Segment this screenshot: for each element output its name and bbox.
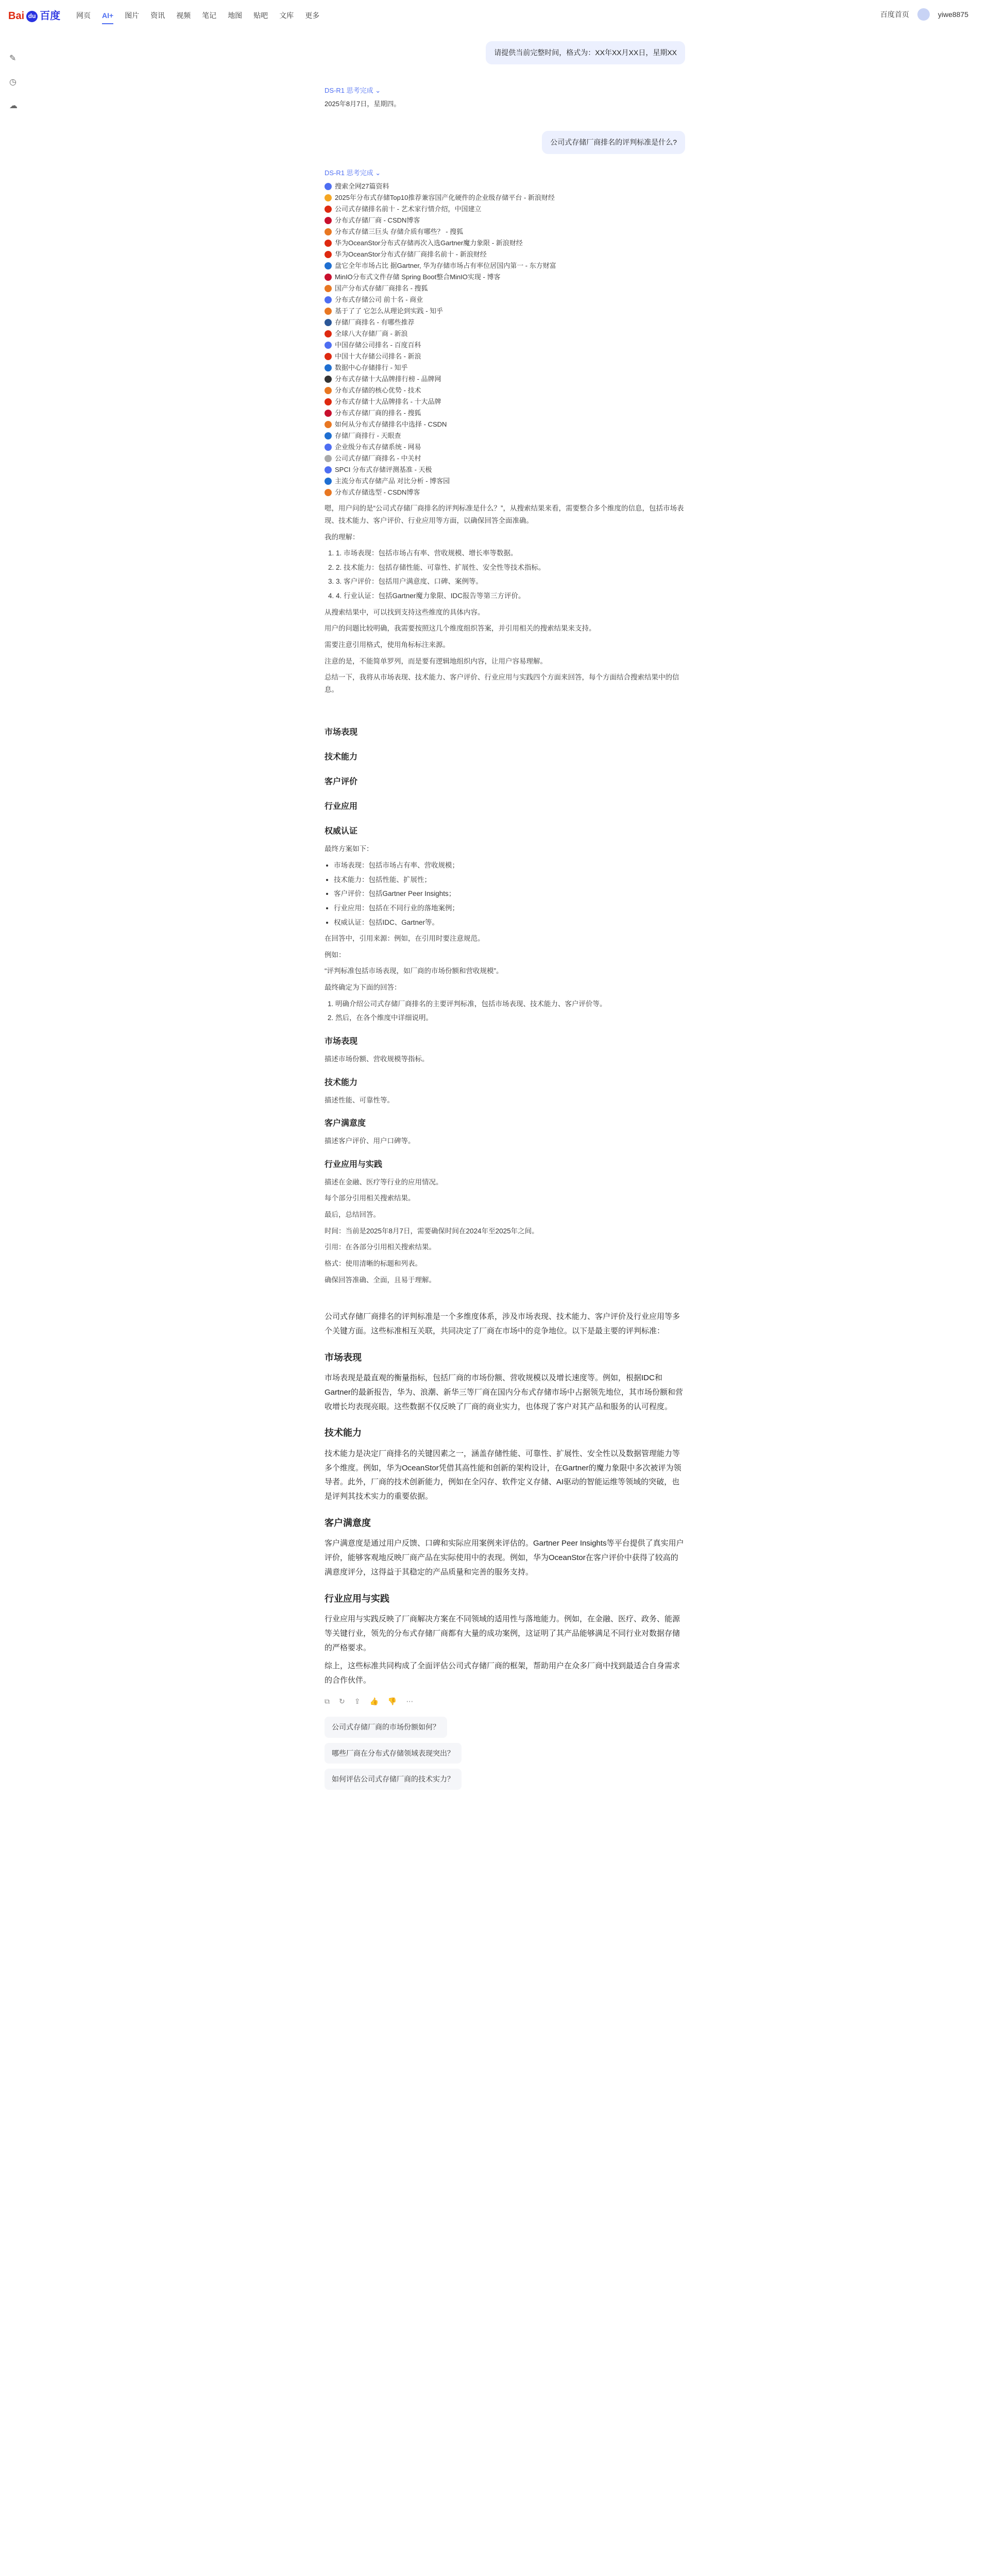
source-icon — [325, 421, 332, 428]
source-icon — [325, 478, 332, 485]
share-icon[interactable]: ⇪ — [354, 1697, 361, 1705]
source-icon — [325, 296, 332, 303]
draft-heading: 客户评价 — [325, 777, 358, 787]
source-icon — [325, 194, 332, 201]
source-item[interactable]: 公司式存储排名前十 - 艺术家行情介绍，中国建立 — [325, 204, 685, 215]
source-icon — [325, 240, 332, 247]
outline-text: 描述市场份额、营收规模等指标。 — [325, 1055, 429, 1063]
source-item[interactable]: 公司式存储厂商排名 - 中关村 — [325, 453, 685, 464]
source-icon — [325, 342, 332, 349]
source-item[interactable]: 中国存储公司排名 - 百度百科 — [325, 340, 685, 351]
outline-tail: 每个部分引用相关搜索结果。 — [325, 1194, 415, 1202]
outline-tail: 时间：当前是2025年8月7日，需要确保时间在2024年至2025年之间。 — [325, 1227, 539, 1235]
thinking-text: 我的理解： — [325, 533, 360, 541]
section-text: 技术能力是决定厂商排名的关键因素之一，涵盖存储性能、可靠性、扩展性、安全性以及数据管理能力等多个维度。例如，华为OceanStor凭借其高性能和创新的架构设计，在Gartner的魔力象限中多次被评为领导者。此外，厂商的技术创新能力，例如在全闪存、软件定义存储、AI驱动的智能运维等领域的突破，也是评判其技术实力的重要依据。 — [325, 1449, 681, 1501]
section-heading: 市场表现 — [325, 1352, 362, 1363]
nav-item[interactable]: 更多 — [305, 11, 320, 20]
suggestion-list — [325, 1717, 685, 1790]
draft-note: “评判标准包括市场表现，如厂商的市场份额和营收规模”。 — [325, 967, 503, 975]
draft-heading: 市场表现 — [325, 728, 358, 737]
outline-heading: 技术能力 — [325, 1078, 358, 1087]
source-item[interactable]: 华为OceanStor分布式存储厂商排名前十 - 新浪财经 — [325, 249, 685, 260]
draft-note: 最终确定为下面的回答： — [325, 984, 401, 991]
assistant-answer — [325, 502, 685, 1790]
source-item[interactable]: 分布式存储选型 - CSDN博客 — [325, 487, 685, 498]
source-icon — [325, 308, 332, 315]
regenerate-icon[interactable]: ↻ — [339, 1697, 345, 1705]
source-icon — [325, 319, 332, 326]
source-item[interactable]: 分布式存储三巨头 存储介质有哪些？ - 搜狐 — [325, 226, 685, 238]
source-icon — [325, 376, 332, 383]
thinking-text: 用户的问题比较明确，我需要按照这几个维度组织答案，并引用相关的搜索结果来支持。 — [325, 624, 596, 633]
baidu-logo[interactable]: Bai du 百度 — [8, 10, 61, 22]
list-item: 2. 2. 技术能力：包括存储性能、可靠性、扩展性、安全性等技术指标。 — [336, 562, 685, 574]
source-item[interactable]: 分布式存储公司 前十名 - 商业 — [325, 294, 685, 306]
source-item[interactable]: 基于了了 它怎么从理论到实践 - 知乎 — [325, 306, 685, 317]
source-item[interactable]: 全球八大存储厂商 - 新浪 — [325, 328, 685, 340]
left-rail — [9, 52, 18, 113]
source-item[interactable]: 企业级分布式存储系统 - 网易 — [325, 442, 685, 453]
thumbs-down-icon[interactable]: 👎 — [387, 1697, 397, 1705]
history-icon[interactable]: ◷ — [9, 78, 16, 87]
thinking-list — [336, 547, 685, 602]
outline-tail: 格式：使用清晰的标题和列表。 — [325, 1259, 422, 1267]
source-item[interactable]: 2025年分布式存储Top10推荐兼容国产化硬件的企业级存储平台 - 新浪财经 — [325, 192, 685, 204]
source-icon — [325, 330, 332, 337]
nav-item[interactable]: 视频 — [176, 11, 191, 20]
source-icon — [325, 251, 332, 258]
user-message: 公司式存储厂商排名的评判标准是什么? — [542, 131, 685, 154]
outline-tail: 确保回答准确、全面，且易于理解。 — [325, 1276, 436, 1284]
draft-heading: 技术能力 — [325, 753, 358, 762]
thumbs-up-icon[interactable]: 👍 — [369, 1697, 379, 1705]
section-heading: 客户满意度 — [325, 1517, 371, 1528]
avatar[interactable] — [917, 8, 930, 21]
nav-item[interactable]: 网页 — [76, 11, 91, 20]
nav-item[interactable]: 资讯 — [150, 11, 165, 20]
list-item: • 技术能力：包括性能、扩展性； — [334, 874, 685, 886]
source-item[interactable]: 国产分布式存储厂商排名 - 搜狐 — [325, 283, 685, 294]
thinking-text: 从搜索结果中，可以找到支持这些维度的具体内容。 — [325, 608, 485, 616]
source-item[interactable]: MinIO分布式文件存储 Spring Boot整合MinIO实现 - 博客 — [325, 272, 685, 283]
source-icon — [325, 353, 332, 360]
source-item[interactable]: 盘它全年市场占比 据Gartner, 华为存储市场占有率位居国内第一 - 东方财富 — [325, 260, 685, 272]
list-item: • 权威认证：包括IDC、Gartner等。 — [334, 917, 685, 929]
source-item[interactable]: 如何从分布式存储排名中选择 - CSDN — [325, 419, 685, 430]
final-intro: 公司式存储厂商排名的评判标准是一个多维度体系，涉及市场表现、技术能力、客户评价及行业应用等多个关键方面。这些标准相互关联，共同决定了厂商在市场中的竞争地位。以下是最主要的评判标准： — [325, 1312, 680, 1335]
draft-heading: 权威认证 — [325, 827, 358, 836]
source-item[interactable]: 分布式存储厂商 - CSDN博客 — [325, 215, 685, 226]
source-list — [325, 181, 685, 498]
source-item[interactable]: 分布式存储厂商的排名 - 搜狐 — [325, 408, 685, 419]
list-item: 1. 1. 市场表现：包括市场占有率、营收规模、增长率等数据。 — [336, 547, 685, 560]
draft-note: 例如： — [325, 951, 346, 959]
paw-icon: du — [26, 11, 38, 22]
source-item[interactable]: 存储厂商排行 - 天眼查 — [325, 430, 685, 442]
outline-text: 描述客户评价、用户口碑等。 — [325, 1137, 415, 1145]
source-item[interactable]: 搜索全网27篇资料 — [325, 181, 685, 192]
source-item[interactable]: 分布式存储十大品牌排名 - 十大品牌 — [325, 396, 685, 408]
model-status[interactable]: DS-R1 思考完成 ⌄ — [325, 86, 381, 94]
final-answer — [325, 1310, 685, 1688]
final-outro: 综上，这些标准共同构成了全面评估公司式存储厂商的框架，帮助用户在众多厂商中找到最适合自身需求的合作伙伴。 — [325, 1662, 680, 1685]
suggestion-chip[interactable]: 公司式存储厂商的市场份额如何？ — [325, 1717, 447, 1738]
outline-text: 描述性能、可靠性等。 — [325, 1096, 394, 1104]
draft-list — [334, 859, 685, 928]
draft-note: 在回答中，引用来源：例如，在引用时要注意规范。 — [325, 935, 485, 943]
list-item: 4. 4. 行业认证：包括Gartner魔力象限、IDC报告等第三方评价。 — [336, 590, 685, 602]
section-text: 市场表现是最直观的衡量指标，包括厂商的市场份额、营收规模以及增长速度等。例如，根据IDC和Gartner的最新报告，华为、浪潮、新华三等厂商在国内分布式存储市场中占据领先地位，其市场份额和营收增长均表现亮眼。这些数据不仅反映了厂商的商业实力，也体现了客户对其产品和服务的认可程度。 — [325, 1374, 683, 1411]
outline-heading: 行业应用与实践 — [325, 1160, 383, 1169]
outline-list — [328, 998, 685, 1024]
source-icon — [325, 444, 332, 451]
source-item[interactable]: 存储厂商排名 - 有哪些推荐 — [325, 317, 685, 328]
list-item: • 客户评价：包括Gartner Peer Insights； — [334, 888, 685, 900]
username[interactable]: yiwe8875 — [937, 10, 968, 19]
thinking-text: 总结一下，我将从市场表现、技术能力、客户评价、行业应用与实践四个方面来回答，每个方面结合搜索结果中的信息。 — [325, 673, 679, 693]
list-item: • 行业应用：包括在不同行业的落地案例； — [334, 902, 685, 914]
source-item[interactable]: 数据中心存储排行 - 知乎 — [325, 362, 685, 374]
main-nav — [76, 8, 319, 24]
source-icon — [325, 183, 332, 190]
list-item: 1. 明确介绍公司式存储厂商排名的主要评判标准，包括市场表现、技术能力、客户评价等。 — [328, 999, 607, 1008]
section-heading: 行业应用与实践 — [325, 1593, 389, 1604]
source-item[interactable]: 中国十大存储公司排名 - 新浪 — [325, 351, 685, 362]
outline-tail: 引用：在各部分引用相关搜索结果。 — [325, 1243, 436, 1251]
source-icon — [325, 364, 332, 371]
source-icon — [325, 274, 332, 281]
source-icon — [325, 489, 332, 496]
nav-item[interactable]: 地图 — [228, 11, 243, 20]
conversation — [325, 41, 685, 1790]
more-icon[interactable]: ⋯ — [406, 1697, 414, 1705]
source-icon — [325, 466, 332, 473]
outline-heading: 市场表现 — [325, 1037, 358, 1046]
source-icon — [325, 410, 332, 417]
source-icon — [325, 398, 332, 405]
source-item[interactable]: SPCI 分布式存储评测基准 - 天极 — [325, 464, 685, 476]
thinking-text: 需要注意引用格式，使用角标标注来源。 — [325, 640, 450, 649]
list-item: 3. 3. 客户评价：包括用户满意度、口碑、案例等。 — [336, 575, 685, 588]
source-icon — [325, 455, 332, 462]
settings-link[interactable]: 百度首页 — [880, 10, 909, 19]
assistant-message: 2025年8月7日，星期四。 — [325, 100, 401, 108]
suggestion-chip[interactable]: 哪些厂商在分布式存储领域表现突出？ — [325, 1743, 462, 1764]
section-text: 客户满意度是通过用户反馈、口碑和实际应用案例来评估的。Gartner Peer Insights等平台提供了真实用户评价，能够客观地反映厂商产品在实际使用中的表现。例如，华为OceanStor在客户评价中获得了较高的满意度评分，这得益于其稳定的产品质量和完善的服务支持。 — [325, 1539, 684, 1577]
source-icon — [325, 206, 332, 213]
nav-item-active[interactable]: AI+ — [102, 8, 113, 24]
source-item[interactable]: 分布式存储十大品牌排行榜 - 品牌网 — [325, 374, 685, 385]
model-status[interactable]: DS-R1 思考完成 ⌄ — [325, 168, 381, 177]
outline-tail: 最后，总结回答。 — [325, 1211, 380, 1218]
section-heading: 技术能力 — [325, 1428, 362, 1438]
answer-toolbar — [325, 1695, 685, 1708]
nav-item[interactable]: 文库 — [279, 11, 294, 20]
draft-heading: 行业应用 — [325, 802, 358, 811]
thinking-text: 嗯，用户问的是“公司式存储厂商排名的评判标准是什么？”，从搜索结果来看，需要整合多个维度的信息，包括市场表现、技术能力、客户评价、行业应用等方面，以确保回答全面准确。 — [325, 504, 684, 524]
source-icon — [325, 387, 332, 394]
thinking-text: 注意的是，不能简单罗列，而是要有逻辑地组织内容，让用户容易理解。 — [325, 657, 547, 665]
source-icon — [325, 262, 332, 269]
source-icon — [325, 217, 332, 224]
copy-icon[interactable]: ⧉ — [325, 1697, 330, 1705]
outline-text: 描述在金融、医疗等行业的应用情况。 — [325, 1178, 443, 1186]
draft-intro: 最终方案如下： — [325, 845, 373, 853]
list-item: • 市场表现：包括市场占有率、营收规模； — [334, 859, 685, 872]
user-message: 请提供当前完整时间，格式为：XX年XX月XX日，星期XX — [486, 41, 685, 64]
new-chat-icon[interactable]: ✎ — [9, 54, 16, 63]
source-item[interactable]: 华为OceanStor分布式存储再次入选Gartner魔力象限 - 新浪财经 — [325, 238, 685, 249]
list-item: 2. 然后，在各个维度中详细说明。 — [328, 1014, 433, 1022]
nav-item[interactable]: 笔记 — [202, 11, 217, 20]
suggestion-chip[interactable]: 如何评估公司式存储厂商的技术实力？ — [325, 1769, 462, 1790]
cloud-icon[interactable]: ☁ — [9, 101, 18, 110]
outline-heading: 客户满意度 — [325, 1119, 366, 1128]
source-item[interactable]: 主流分布式存储产品 对比分析 - 博客园 — [325, 476, 685, 487]
source-item[interactable]: 分布式存储的核心优势 - 技术 — [325, 385, 685, 396]
nav-item[interactable]: 贴吧 — [253, 11, 268, 20]
section-text: 行业应用与实践反映了厂商解决方案在不同领域的适用性与落地能力。例如，在金融、医疗、政务、能源等关键行业，领先的分布式存储厂商都有大量的成功案例，这证明了其产品能够满足不同行业对数据存储的严格要求。 — [325, 1615, 680, 1652]
source-icon — [325, 228, 332, 235]
source-icon — [325, 432, 332, 439]
source-icon — [325, 285, 332, 292]
top-bar — [0, 0, 989, 29]
nav-item[interactable]: 图片 — [125, 11, 140, 20]
